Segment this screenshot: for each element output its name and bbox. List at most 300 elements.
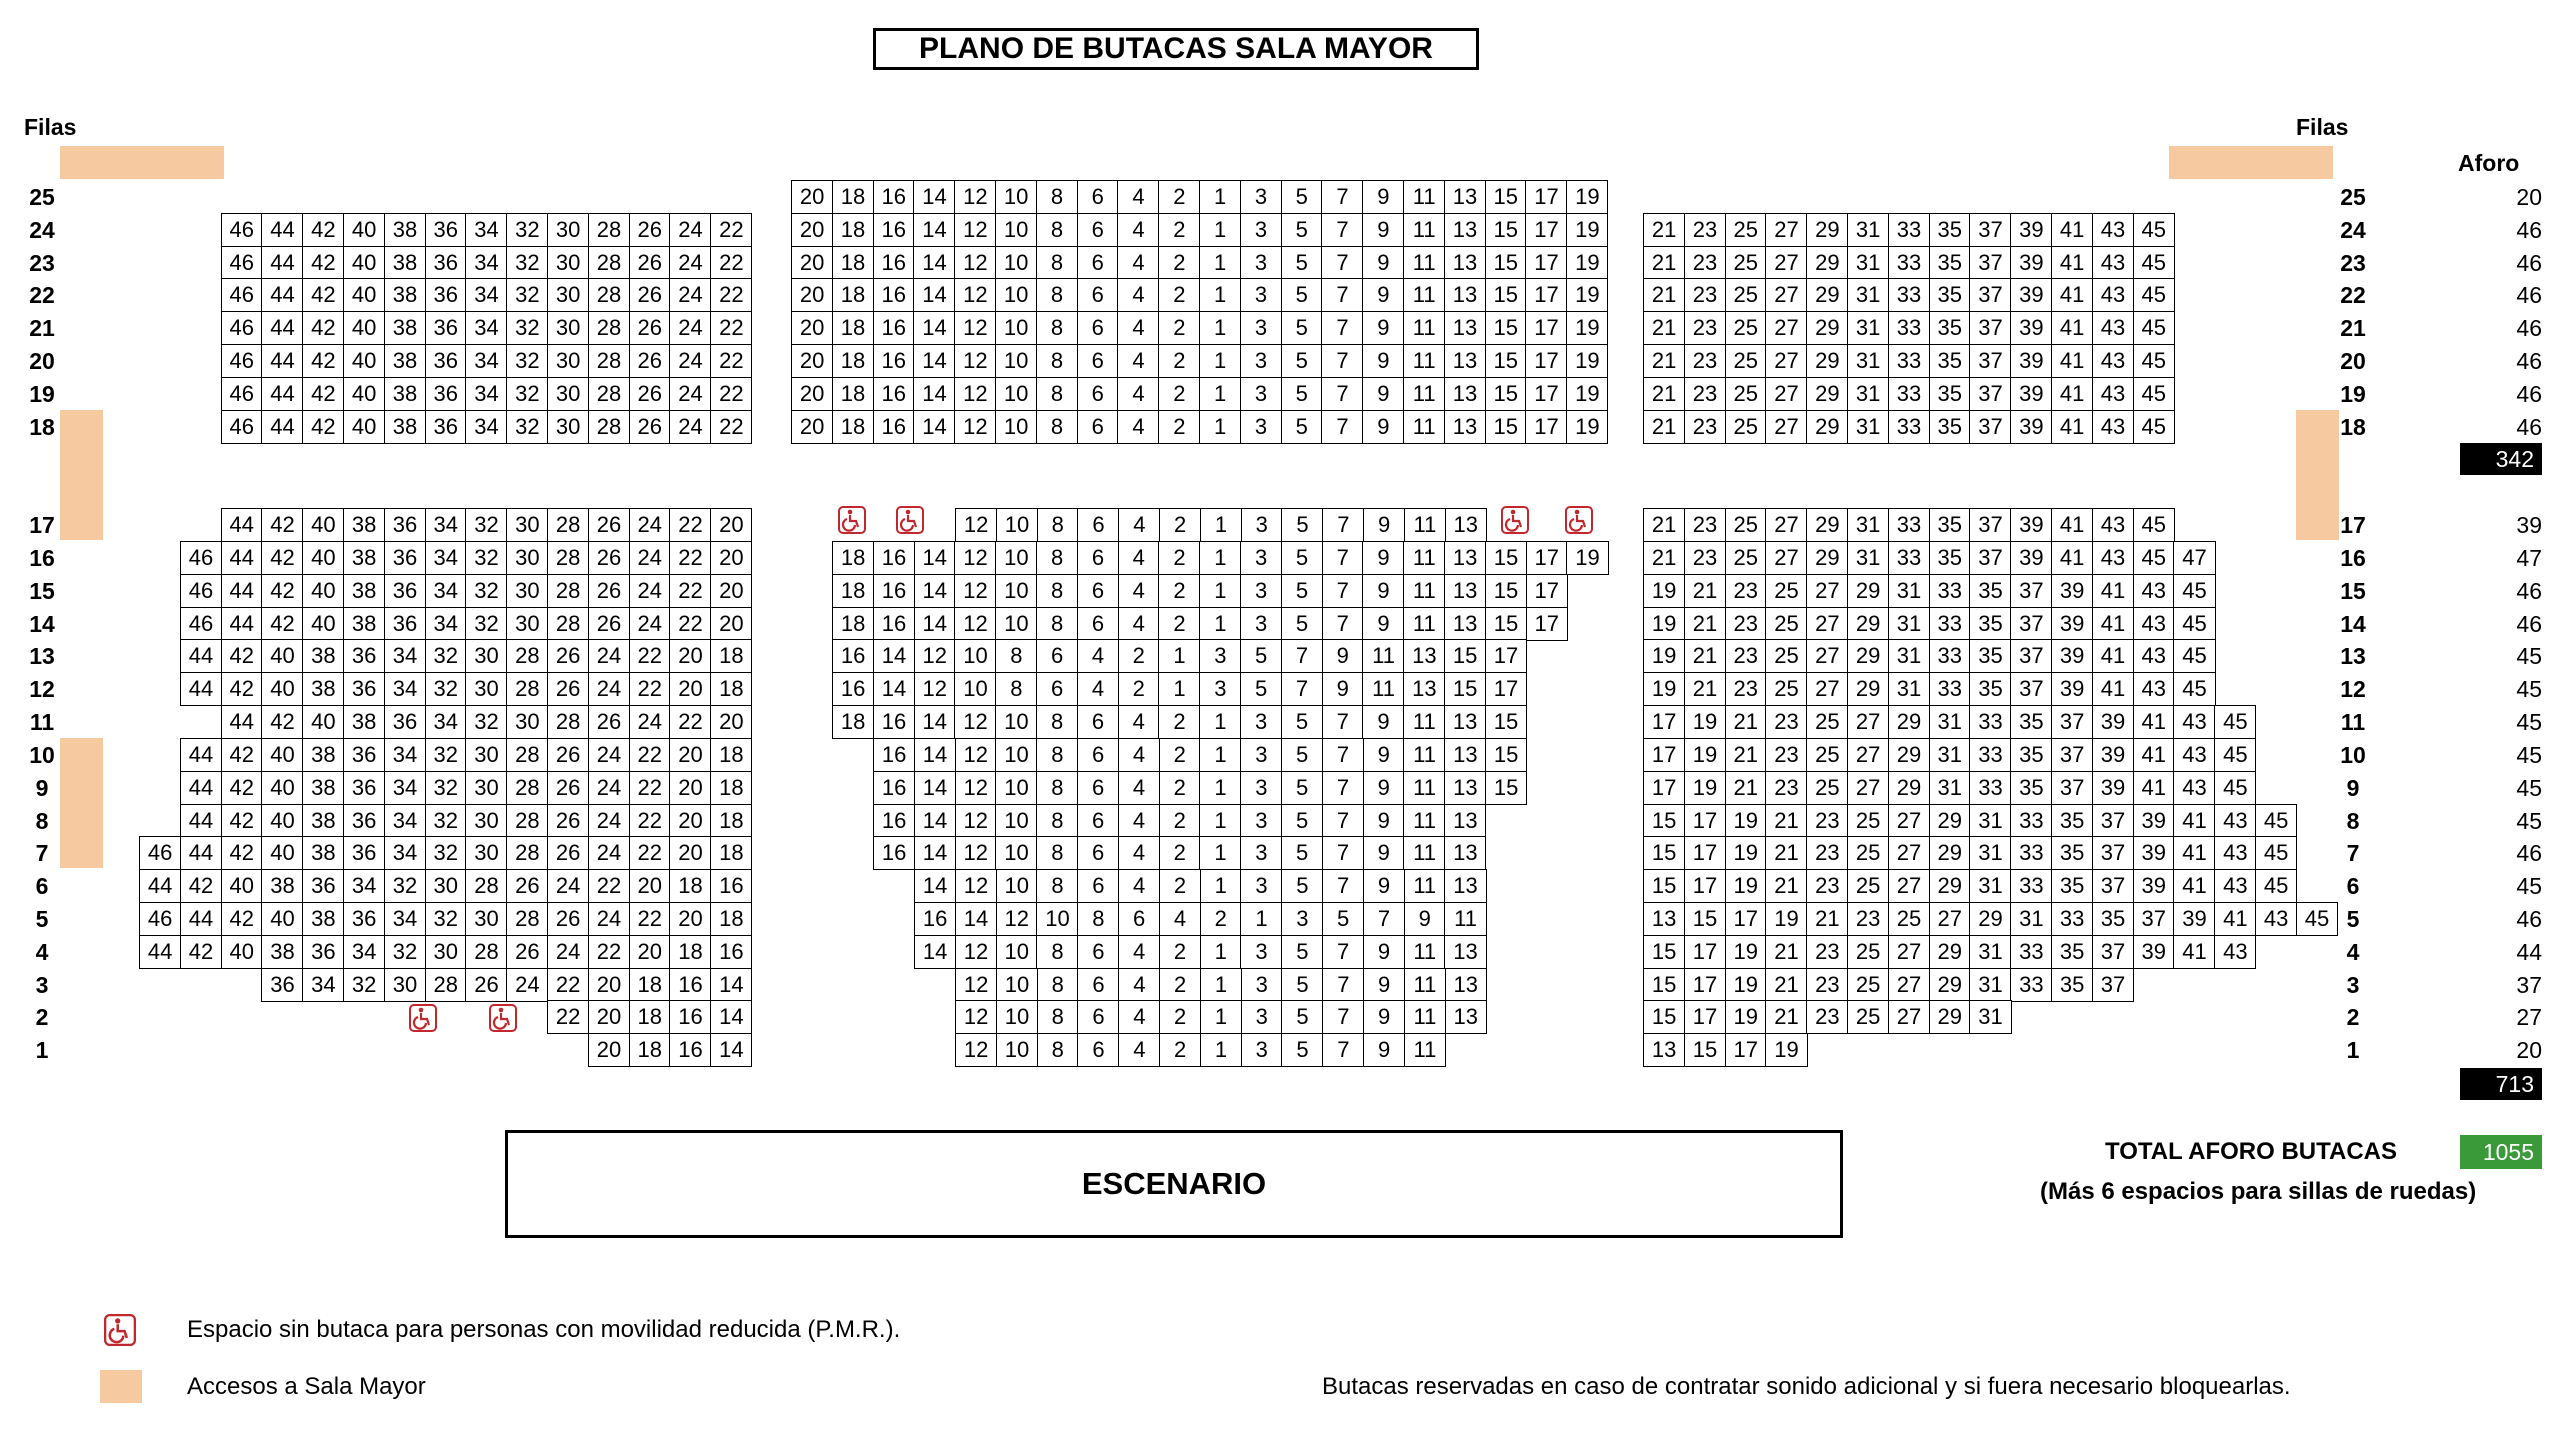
seat-left[interactable]: 44 [261,410,303,444]
seat-left[interactable]: 14 [710,1000,752,1034]
seat-center[interactable]: 10 [995,574,1037,608]
seat-left[interactable]: 46 [221,278,263,312]
seat-center[interactable]: 11 [1403,607,1445,641]
seat-center[interactable]: 11 [1403,246,1445,280]
seat-center[interactable]: 1 [1199,607,1241,641]
seat-center[interactable]: 10 [995,180,1037,214]
seat-right[interactable]: 25 [1847,935,1889,969]
seat-center[interactable]: 13 [1444,836,1486,870]
seat-center[interactable]: 4 [1117,246,1159,280]
seat-right[interactable]: 33 [1888,377,1930,411]
seat-right[interactable]: 25 [1847,1000,1889,1034]
seat-left[interactable]: 30 [425,869,467,903]
seat-right[interactable]: 43 [2133,639,2175,673]
seat-center[interactable]: 3 [1240,311,1282,345]
seat-center[interactable]: 3 [1240,738,1282,772]
seat-right[interactable]: 37 [1969,311,2011,345]
seat-left[interactable]: 32 [425,639,467,673]
seat-center[interactable]: 2 [1118,639,1160,673]
seat-left[interactable]: 18 [710,771,752,805]
seat-left[interactable]: 36 [343,639,385,673]
seat-center[interactable]: 17 [1526,607,1568,641]
seat-left[interactable]: 30 [547,311,589,345]
seat-center[interactable]: 2 [1158,278,1200,312]
seat-right[interactable]: 31 [1888,639,1930,673]
seat-center[interactable]: 19 [1566,344,1608,378]
seat-right[interactable]: 23 [1684,311,1726,345]
seat-left[interactable]: 34 [384,902,426,936]
seat-right[interactable]: 41 [2051,508,2093,542]
seat-center[interactable]: 9 [1363,1033,1405,1067]
seat-left[interactable]: 20 [588,1033,630,1067]
seat-left[interactable]: 30 [465,836,507,870]
seat-left[interactable]: 42 [221,672,263,706]
seat-right[interactable]: 33 [1888,541,1930,575]
seat-left[interactable]: 34 [425,508,467,542]
seat-center[interactable]: 11 [1403,705,1445,739]
seat-center[interactable]: 9 [1362,180,1404,214]
seat-center[interactable]: 10 [995,607,1037,641]
seat-left[interactable]: 26 [547,804,589,838]
seat-right[interactable]: 31 [1888,574,1930,608]
seat-center[interactable]: 5 [1281,541,1323,575]
seat-center[interactable]: 14 [913,180,955,214]
seat-center[interactable]: 15 [1485,311,1527,345]
seat-left[interactable]: 42 [302,213,344,247]
seat-center[interactable]: 14 [914,738,956,772]
seat-right[interactable]: 31 [1969,968,2011,1002]
seat-center[interactable]: 16 [873,311,915,345]
seat-left[interactable]: 20 [669,771,711,805]
seat-left[interactable]: 24 [547,935,589,969]
seat-left[interactable]: 22 [710,278,752,312]
seat-right[interactable]: 29 [1847,672,1889,706]
seat-right[interactable]: 19 [1643,639,1685,673]
seat-right[interactable]: 45 [2133,213,2175,247]
seat-center[interactable]: 9 [1362,377,1404,411]
seat-center[interactable]: 5 [1281,935,1323,969]
seat-center[interactable]: 1 [1199,574,1241,608]
seat-left[interactable]: 44 [180,639,222,673]
seat-left[interactable]: 36 [343,738,385,772]
seat-right[interactable]: 25 [1725,508,1767,542]
seat-center[interactable]: 20 [791,246,833,280]
seat-center[interactable]: 1 [1200,968,1242,1002]
seat-left[interactable]: 44 [261,278,303,312]
seat-right[interactable]: 37 [2010,607,2052,641]
seat-center[interactable]: 1 [1199,377,1241,411]
seat-left[interactable]: 24 [669,410,711,444]
seat-right[interactable]: 15 [1643,869,1685,903]
seat-right[interactable]: 25 [1847,968,1889,1002]
seat-right[interactable]: 41 [2051,213,2093,247]
seat-left[interactable]: 24 [629,574,671,608]
seat-left[interactable]: 38 [302,738,344,772]
seat-left[interactable]: 28 [588,410,630,444]
seat-center[interactable]: 4 [1118,968,1160,1002]
seat-left[interactable]: 14 [710,1033,752,1067]
seat-center[interactable]: 15 [1485,574,1527,608]
seat-left[interactable]: 24 [588,902,630,936]
seat-right[interactable]: 31 [1847,246,1889,280]
seat-right[interactable]: 19 [1684,705,1726,739]
seat-right[interactable]: 41 [2092,639,2134,673]
seat-center[interactable]: 10 [995,410,1037,444]
seat-right[interactable]: 25 [1806,738,1848,772]
seat-right[interactable]: 37 [1969,344,2011,378]
seat-left[interactable]: 36 [343,836,385,870]
seat-center[interactable]: 13 [1444,377,1486,411]
seat-right[interactable]: 41 [2133,771,2175,805]
seat-center[interactable]: 17 [1525,180,1567,214]
seat-right[interactable]: 19 [1725,836,1767,870]
seat-center[interactable]: 12 [954,410,996,444]
seat-center[interactable]: 15 [1485,180,1527,214]
seat-left[interactable]: 30 [547,213,589,247]
seat-center[interactable]: 16 [873,410,915,444]
seat-right[interactable]: 17 [1684,836,1726,870]
seat-right[interactable]: 39 [2010,377,2052,411]
seat-right[interactable]: 33 [1929,672,1971,706]
seat-left[interactable]: 18 [669,869,711,903]
seat-right[interactable]: 29 [1929,869,1971,903]
seat-center[interactable]: 2 [1159,771,1201,805]
seat-right[interactable]: 33 [1888,410,1930,444]
seat-right[interactable]: 45 [2133,311,2175,345]
seat-right[interactable]: 21 [1725,771,1767,805]
seat-left[interactable]: 24 [547,869,589,903]
seat-center[interactable]: 5 [1281,968,1323,1002]
seat-center[interactable]: 5 [1240,672,1282,706]
seat-center[interactable]: 3 [1240,771,1282,805]
seat-center[interactable]: 13 [1444,771,1486,805]
seat-left[interactable]: 28 [547,541,589,575]
seat-center[interactable]: 12 [954,541,996,575]
seat-left[interactable]: 44 [180,672,222,706]
seat-left[interactable]: 46 [180,541,222,575]
seat-center[interactable]: 3 [1240,213,1282,247]
seat-right[interactable]: 29 [1847,639,1889,673]
seat-right[interactable]: 37 [1969,278,2011,312]
seat-right[interactable]: 29 [1969,902,2011,936]
seat-right[interactable]: 43 [2092,246,2134,280]
seat-right[interactable]: 25 [1725,541,1767,575]
seat-center[interactable]: 4 [1118,607,1160,641]
seat-center[interactable]: 14 [914,705,956,739]
seat-left[interactable]: 42 [221,836,263,870]
seat-right[interactable]: 31 [1847,377,1889,411]
seat-center[interactable]: 17 [1526,541,1568,575]
seat-center[interactable]: 1 [1199,771,1241,805]
seat-right[interactable]: 45 [2173,574,2215,608]
seat-left[interactable]: 28 [465,869,507,903]
seat-right[interactable]: 21 [1806,902,1848,936]
seat-center[interactable]: 3 [1240,869,1282,903]
seat-center[interactable]: 13 [1445,1000,1487,1034]
seat-center[interactable]: 6 [1077,935,1119,969]
seat-left[interactable]: 24 [629,705,671,739]
seat-right[interactable]: 43 [2092,410,2134,444]
seat-center[interactable]: 13 [1444,213,1486,247]
seat-center[interactable]: 18 [832,574,874,608]
seat-center[interactable]: 5 [1281,1033,1323,1067]
seat-center[interactable]: 4 [1118,508,1160,542]
seat-right[interactable]: 31 [1969,869,2011,903]
seat-center[interactable]: 13 [1444,869,1486,903]
seat-center[interactable]: 6 [1077,508,1119,542]
seat-right[interactable]: 35 [2051,836,2093,870]
seat-left[interactable]: 22 [710,246,752,280]
seat-right[interactable]: 45 [2133,541,2175,575]
seat-center[interactable]: 9 [1362,541,1404,575]
seat-right[interactable]: 15 [1684,902,1726,936]
seat-right[interactable]: 17 [1643,705,1685,739]
seat-right[interactable]: 45 [2255,804,2297,838]
seat-left[interactable]: 44 [221,508,263,542]
seat-center[interactable]: 8 [995,672,1037,706]
seat-left[interactable]: 26 [629,213,671,247]
seat-left[interactable]: 40 [221,935,263,969]
seat-center[interactable]: 2 [1159,804,1201,838]
seat-center[interactable]: 3 [1199,639,1241,673]
seat-right[interactable]: 33 [1969,771,2011,805]
seat-center[interactable]: 10 [954,672,996,706]
seat-left[interactable]: 32 [506,410,548,444]
seat-right[interactable]: 31 [1888,607,1930,641]
seat-left[interactable]: 40 [261,738,303,772]
seat-left[interactable]: 36 [343,771,385,805]
seat-right[interactable]: 21 [1684,574,1726,608]
seat-center[interactable]: 9 [1362,410,1404,444]
seat-center[interactable]: 12 [996,902,1038,936]
seat-right[interactable]: 35 [1929,541,1971,575]
seat-center[interactable]: 17 [1525,278,1567,312]
seat-center[interactable]: 8 [1036,738,1078,772]
seat-left[interactable]: 28 [506,902,548,936]
seat-left[interactable]: 32 [465,508,507,542]
seat-left[interactable]: 22 [669,574,711,608]
seat-center[interactable]: 1 [1199,180,1241,214]
seat-center[interactable]: 11 [1444,902,1486,936]
seat-left[interactable]: 34 [425,541,467,575]
seat-center[interactable]: 6 [1077,541,1119,575]
seat-right[interactable]: 19 [1725,1000,1767,1034]
seat-center[interactable]: 8 [1036,574,1078,608]
seat-left[interactable]: 20 [710,508,752,542]
seat-center[interactable]: 14 [913,311,955,345]
seat-left[interactable]: 14 [710,968,752,1002]
seat-center[interactable]: 8 [1036,836,1078,870]
seat-center[interactable]: 4 [1118,574,1160,608]
seat-center[interactable]: 9 [1322,639,1364,673]
seat-right[interactable]: 29 [1929,836,1971,870]
seat-right[interactable]: 37 [2051,738,2093,772]
seat-left[interactable]: 26 [588,607,630,641]
seat-right[interactable]: 31 [1888,672,1930,706]
seat-right[interactable]: 17 [1684,935,1726,969]
seat-center[interactable]: 10 [995,804,1037,838]
seat-left[interactable]: 32 [384,869,426,903]
seat-left[interactable]: 24 [669,213,711,247]
seat-left[interactable]: 36 [425,311,467,345]
seat-right[interactable]: 27 [1765,344,1807,378]
seat-right[interactable]: 45 [2173,672,2215,706]
seat-center[interactable]: 3 [1240,574,1282,608]
seat-center[interactable]: 4 [1118,836,1160,870]
seat-left[interactable]: 40 [343,344,385,378]
seat-left[interactable]: 26 [547,836,589,870]
seat-left[interactable]: 38 [343,607,385,641]
seat-center[interactable]: 17 [1525,213,1567,247]
seat-left[interactable]: 36 [384,541,426,575]
seat-right[interactable]: 37 [1969,508,2011,542]
seat-left[interactable]: 40 [302,541,344,575]
seat-left[interactable]: 24 [588,804,630,838]
seat-center[interactable]: 9 [1363,771,1405,805]
seat-right[interactable]: 35 [1929,213,1971,247]
seat-right[interactable]: 15 [1643,836,1685,870]
seat-left[interactable]: 26 [465,968,507,1002]
seat-center[interactable]: 11 [1403,836,1445,870]
seat-left[interactable]: 16 [669,968,711,1002]
seat-center[interactable]: 5 [1281,344,1323,378]
seat-right[interactable]: 31 [1929,738,1971,772]
seat-left[interactable]: 46 [221,213,263,247]
seat-left[interactable]: 30 [506,574,548,608]
seat-center[interactable]: 7 [1322,508,1364,542]
seat-center[interactable]: 5 [1281,574,1323,608]
seat-center[interactable]: 5 [1281,738,1323,772]
seat-center[interactable]: 8 [1036,213,1078,247]
seat-center[interactable]: 2 [1158,410,1200,444]
seat-left[interactable]: 30 [547,344,589,378]
seat-left[interactable]: 42 [261,705,303,739]
seat-center[interactable]: 11 [1404,935,1446,969]
seat-left[interactable]: 36 [261,968,303,1002]
seat-right[interactable]: 39 [2051,639,2093,673]
seat-center[interactable]: 3 [1240,804,1282,838]
seat-left[interactable]: 30 [465,804,507,838]
seat-right[interactable]: 35 [1929,278,1971,312]
seat-right[interactable]: 45 [2133,410,2175,444]
seat-center[interactable]: 5 [1281,705,1323,739]
seat-right[interactable]: 27 [1765,508,1807,542]
seat-left[interactable]: 28 [588,344,630,378]
seat-left[interactable]: 40 [302,607,344,641]
seat-center[interactable]: 6 [1077,1000,1119,1034]
seat-right[interactable]: 19 [1725,869,1767,903]
seat-center[interactable]: 5 [1281,869,1323,903]
seat-center[interactable]: 14 [913,377,955,411]
seat-right[interactable]: 27 [1806,574,1848,608]
seat-center[interactable]: 13 [1444,574,1486,608]
seat-center[interactable]: 20 [791,344,833,378]
seat-right[interactable]: 29 [1929,968,1971,1002]
seat-right[interactable]: 45 [2214,738,2256,772]
seat-center[interactable]: 20 [791,213,833,247]
seat-left[interactable]: 30 [506,508,548,542]
seat-left[interactable]: 34 [384,836,426,870]
seat-right[interactable]: 31 [1847,508,1889,542]
seat-center[interactable]: 20 [791,311,833,345]
seat-left[interactable]: 46 [139,902,181,936]
seat-left[interactable]: 18 [710,836,752,870]
seat-center[interactable]: 6 [1077,377,1119,411]
seat-right[interactable]: 29 [1929,935,1971,969]
seat-center[interactable]: 17 [1525,377,1567,411]
seat-right[interactable]: 21 [1684,672,1726,706]
seat-center[interactable]: 11 [1404,1000,1446,1034]
seat-center[interactable]: 9 [1363,804,1405,838]
seat-center[interactable]: 9 [1362,705,1404,739]
seat-right[interactable]: 23 [1725,607,1767,641]
seat-center[interactable]: 5 [1240,639,1282,673]
seat-left[interactable]: 34 [384,771,426,805]
seat-right[interactable]: 23 [1684,278,1726,312]
seat-center[interactable]: 10 [954,639,996,673]
seat-left[interactable]: 38 [384,344,426,378]
seat-center[interactable]: 9 [1362,574,1404,608]
seat-center[interactable]: 18 [832,607,874,641]
seat-right[interactable]: 19 [1643,607,1685,641]
seat-center[interactable]: 1 [1199,246,1241,280]
seat-center[interactable]: 15 [1485,705,1527,739]
seat-right[interactable]: 25 [1725,213,1767,247]
seat-left[interactable]: 40 [343,213,385,247]
seat-left[interactable]: 16 [710,869,752,903]
seat-center[interactable]: 14 [914,607,956,641]
seat-left[interactable]: 18 [710,672,752,706]
seat-center[interactable]: 6 [1077,968,1119,1002]
seat-right[interactable]: 35 [1969,639,2011,673]
seat-center[interactable]: 3 [1240,541,1282,575]
seat-right[interactable]: 33 [2010,804,2052,838]
seat-right[interactable]: 39 [2133,869,2175,903]
seat-left[interactable]: 36 [425,377,467,411]
seat-right[interactable]: 25 [1725,410,1767,444]
seat-right[interactable]: 21 [1643,311,1685,345]
seat-left[interactable]: 44 [180,738,222,772]
seat-left[interactable]: 42 [302,410,344,444]
seat-right[interactable]: 17 [1643,738,1685,772]
seat-left[interactable]: 36 [302,935,344,969]
seat-left[interactable]: 38 [384,377,426,411]
seat-left[interactable]: 44 [261,213,303,247]
seat-left[interactable]: 32 [425,771,467,805]
seat-right[interactable]: 37 [1969,213,2011,247]
seat-right[interactable]: 29 [1806,246,1848,280]
seat-left[interactable]: 30 [384,968,426,1002]
seat-right[interactable]: 37 [2010,672,2052,706]
seat-left[interactable]: 32 [425,738,467,772]
seat-center[interactable]: 2 [1159,508,1201,542]
seat-left[interactable]: 42 [302,311,344,345]
seat-left[interactable]: 42 [221,738,263,772]
seat-right[interactable]: 27 [1888,836,1930,870]
seat-center[interactable]: 7 [1321,180,1363,214]
seat-right[interactable]: 29 [1888,705,1930,739]
seat-right[interactable]: 33 [1888,246,1930,280]
seat-center[interactable]: 6 [1077,869,1119,903]
seat-center[interactable]: 14 [914,771,956,805]
seat-right[interactable]: 37 [2092,804,2134,838]
seat-center[interactable]: 7 [1281,639,1323,673]
seat-center[interactable]: 3 [1241,1033,1283,1067]
seat-right[interactable]: 33 [1888,508,1930,542]
seat-left[interactable]: 40 [343,246,385,280]
seat-right[interactable]: 19 [1643,672,1685,706]
seat-center[interactable]: 8 [1036,180,1078,214]
